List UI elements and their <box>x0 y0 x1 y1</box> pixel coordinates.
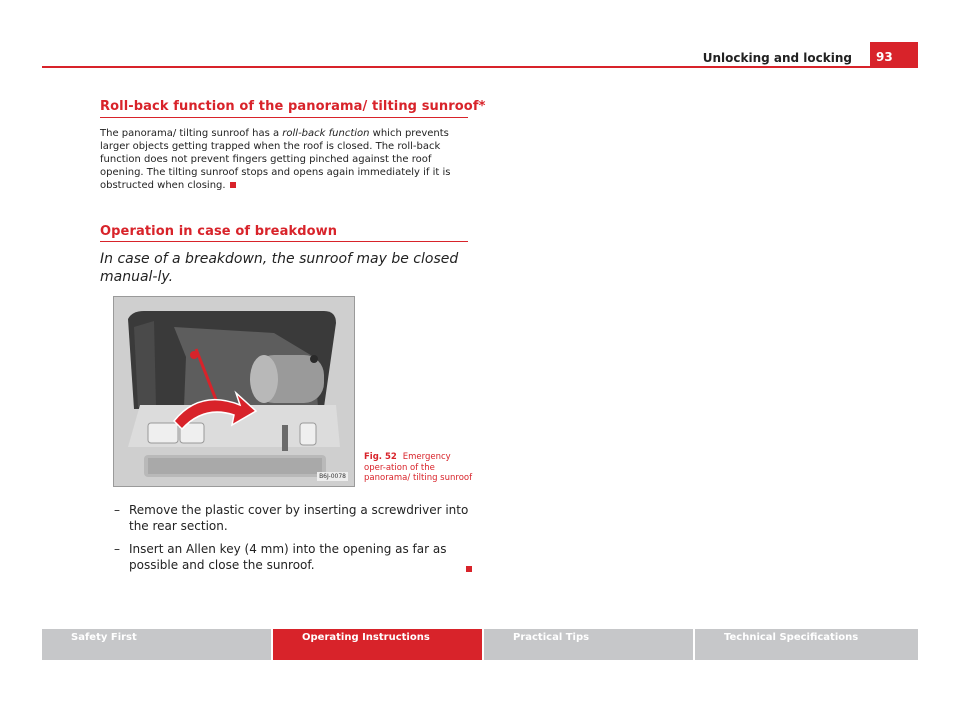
section-title-breakdown: Operation in case of breakdown <box>100 224 338 239</box>
paragraph-italic-term: roll-back function <box>282 128 370 139</box>
tab-operating-instructions[interactable]: Operating Instructions <box>273 629 482 660</box>
page-number: 93 <box>870 42 918 68</box>
caption-text: Emergency oper-ation of the panorama/ tilting sunroof <box>364 452 473 483</box>
section-rule <box>100 241 468 242</box>
running-header: Unlocking and locking <box>702 51 852 65</box>
step-item <box>114 502 474 534</box>
sunroof-illustration <box>114 297 354 486</box>
step-dash: – <box>114 542 120 556</box>
breakdown-intro: In case of a breakdown, the sunroof may be closed manual-ly. <box>100 251 459 285</box>
caption-label: Fig. 52 <box>364 452 397 462</box>
rollback-paragraph <box>100 127 472 192</box>
section-rule <box>100 117 468 118</box>
figure-caption <box>364 452 474 484</box>
figure-emergency-operation <box>113 296 355 487</box>
step-text: Remove the plastic cover by inserting a screwdriver into the rear section. <box>129 503 469 533</box>
step-item <box>114 541 474 573</box>
section-title-rollback: Roll-back function of the panorama/ tilting sunroof* <box>100 99 486 114</box>
step-dash: – <box>114 503 120 517</box>
header-rule <box>42 66 918 68</box>
footer-nav <box>42 629 918 660</box>
end-of-section-marker <box>230 182 236 188</box>
tab-technical-specifications[interactable]: Technical Specifications <box>695 629 918 660</box>
paragraph-text: which prevents larger objects getting trapped when the roof is closed. The roll-back function does not prevent fingers getting pinched against the roof opening. The tilting sunroof stops and opens again immediately if it is obstructed when closing. <box>100 128 451 191</box>
tab-safety-first[interactable]: Safety First <box>42 629 271 660</box>
step-text: Insert an Allen key (4 mm) into the opening as far as possible and close the sunroof. <box>129 542 447 572</box>
tab-practical-tips[interactable]: Practical Tips <box>484 629 693 660</box>
end-of-section-marker <box>466 566 472 572</box>
paragraph-text: The panorama/ tilting sunroof has a <box>100 128 283 139</box>
figure-code: B6J-0078 <box>319 473 346 480</box>
